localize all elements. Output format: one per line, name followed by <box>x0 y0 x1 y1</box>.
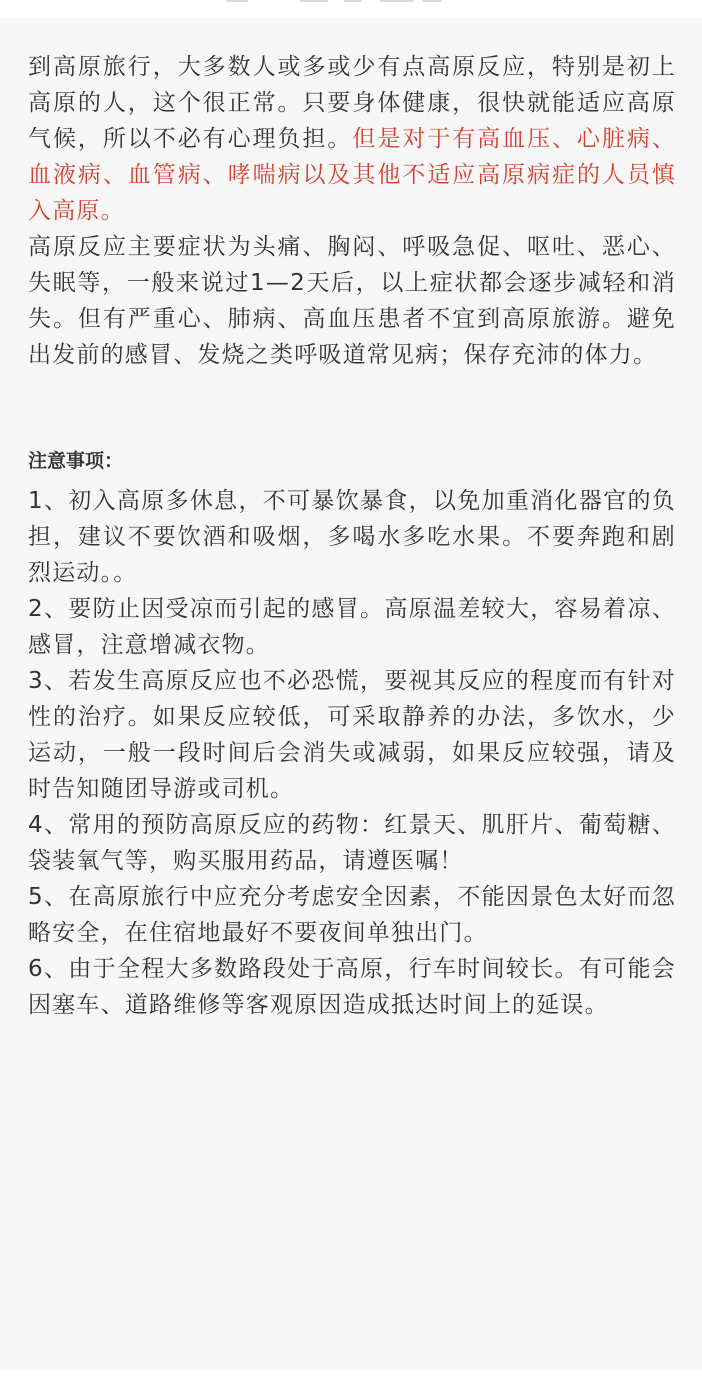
note-item-5: 5、在高原旅行中应充分考虑安全因素，不能因景色太好而忽略安全，在住宿地最好不要夜间单独出门。 <box>28 884 676 946</box>
note-item-1: 1、初入高原多休息，不可暴饮暴食，以免加重消化器官的负担，建议不要饮酒和吸烟，多喝水多吃水果。不要奔跑和剧烈运动。。 <box>28 488 676 586</box>
intro-warning-text: 但是对于有高血压、心脏病、血液病、血管病、哮喘病以及其他不适应高原病症的人员慎入高原。 <box>28 126 676 224</box>
intro-paragraph <box>28 49 676 229</box>
cropped-heading-fragment <box>344 0 362 2</box>
symptoms-paragraph: 高原反应主要症状为头痛、胸闷、呼吸急促、呕吐、恶心、失眠等，一般来说过1—2天后，以上症状都会逐步减轻和消失。但有严重心、肺病、高血压患者不宜到高原旅游。避免出发前的感冒、发烧之类呼吸道常见病；保存充沛的体力。 <box>28 234 676 368</box>
cropped-heading-fragment <box>226 0 248 2</box>
article-content <box>28 49 676 1023</box>
article-card <box>0 18 702 1371</box>
cropped-heading-fragment <box>300 0 328 2</box>
notes-title: 注意事项： <box>28 450 124 472</box>
top-strip <box>0 0 702 18</box>
note-item-2: 2、要防止因受凉而引起的感冒。高原温差较大，容易着凉、感冒，注意增减衣物。 <box>28 596 676 658</box>
note-item-4: 4、常用的预防高原反应的药物：红景天、肌肝片、葡萄糖、袋装氧气等，购买服用药品，请遵医嘱！ <box>28 812 676 874</box>
section-spacer <box>28 373 676 445</box>
intro-normal-text: 到高原旅行，大多数人或多或少有点高原反应，特别是初上高原的人，这个很正常。只要身体健康，很快就能适应高原气候，所以不必有心理负担。 <box>28 54 676 152</box>
note-item-3: 3、若发生高原反应也不必恐慌，要视其反应的程度而有针对性的治疗。如果反应较低，可采取静养的办法，多饮水，少运动，一般一段时间后会消失或减弱，如果反应较强，请及时告知随团导游或司机。 <box>28 668 676 802</box>
note-item-6: 6、由于全程大多数路段处于高原，行车时间较长。有可能会因塞车、道路维修等客观原因造成抵达时间上的延误。 <box>28 956 676 1018</box>
cropped-heading-fragment <box>422 0 442 2</box>
cropped-heading-fragment <box>380 0 414 2</box>
bottom-strip <box>0 1371 702 1389</box>
